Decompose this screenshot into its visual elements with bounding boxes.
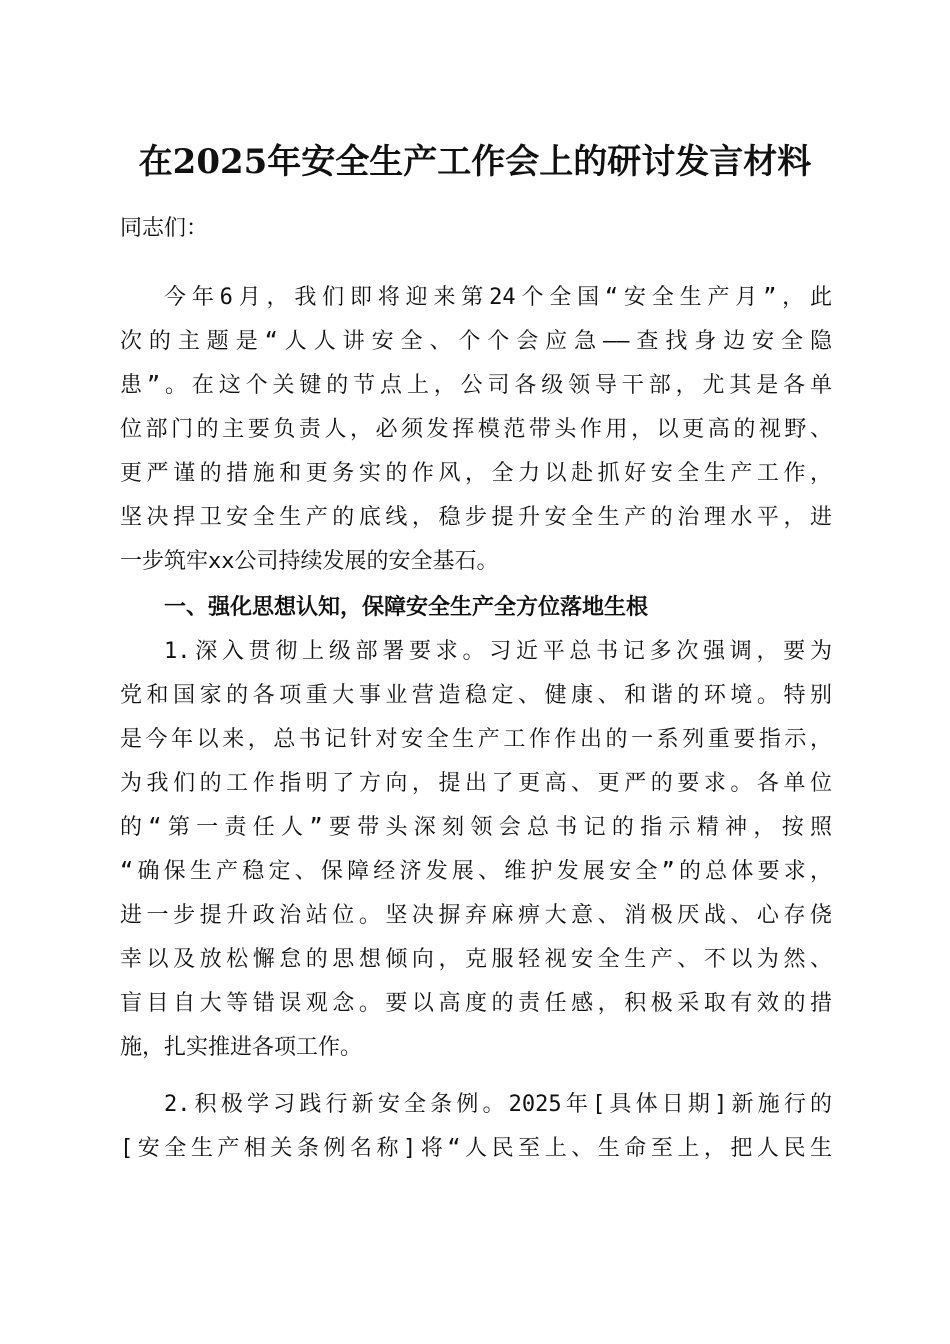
section-heading-block: [120, 586, 832, 630]
paragraph-line: 盲目自大等错误观念。要以高度的责任感，积极采取有效的措: [120, 991, 832, 1016]
document-title: 在2025年安全生产工作会上的研讨发言材料: [138, 142, 812, 182]
paragraph-line: 的“第一责任人”要带头深刻领会总书记的指示精神，按照: [120, 815, 832, 840]
paragraph-line: 患”。在这个关键的节点上，公司各级领导干部，尤其是各单: [120, 373, 832, 398]
paragraph-line: 施，扎实推进各项工作。: [120, 1035, 363, 1060]
paragraph-line: 一步筑牢xx公司持续发展的安全基石。: [120, 549, 499, 574]
paragraph-line: “确保生产稳定、保障经济发展、维护发展安全”的总体要求，: [120, 859, 832, 884]
paragraph-line: 为我们的工作指明了方向，提出了更高、更严的要求。各单位: [120, 771, 832, 796]
point-2-paragraph: [120, 1083, 832, 1171]
paragraph-line: 是今年以来，总书记针对安全生产工作作出的一系列重要指示，: [120, 727, 832, 752]
salutation-block: [120, 207, 832, 251]
section-heading: 一、强化思想认知，保障安全生产全方位落地生根: [164, 595, 649, 620]
paragraph-line: 2.积极学习践行新安全条例。2025年[具体日期]新施行的: [164, 1092, 832, 1117]
salutation: 同志们：: [120, 216, 209, 241]
paragraph-line: 进一步提升政治站位。坚决摒弃麻痹大意、消极厌战、心存侥: [120, 903, 832, 928]
paragraph-line: 次的主题是“人人讲安全、个个会应急——查找身边安全隐: [120, 329, 832, 354]
paragraph-line: [安全生产相关条例名称]将“人民至上、生命至上，把人民生: [120, 1136, 832, 1161]
point-1-paragraph: [120, 630, 832, 1070]
intro-paragraph: [120, 276, 832, 584]
paragraph-line: 党和国家的各项重大事业营造稳定、健康、和谐的环境。特别: [120, 683, 832, 708]
paragraph-line: 幸以及放松懈怠的思想倾向，克服轻视安全生产、不以为然、: [120, 947, 832, 972]
paragraph-line: 位部门的主要负责人，必须发挥模范带头作用，以更高的视野、: [120, 417, 832, 442]
paragraph-line: 更严谨的措施和更务实的作风，全力以赴抓好安全生产工作，: [120, 461, 832, 486]
paragraph-line: 1.深入贯彻上级部署要求。习近平总书记多次强调，要为: [164, 639, 832, 664]
paragraph-line: 坚决捍卫安全生产的底线，稳步提升安全生产的治理水平，进: [120, 505, 832, 530]
paragraph-line: 今年6月，我们即将迎来第24个全国“安全生产月”，此: [164, 285, 832, 310]
